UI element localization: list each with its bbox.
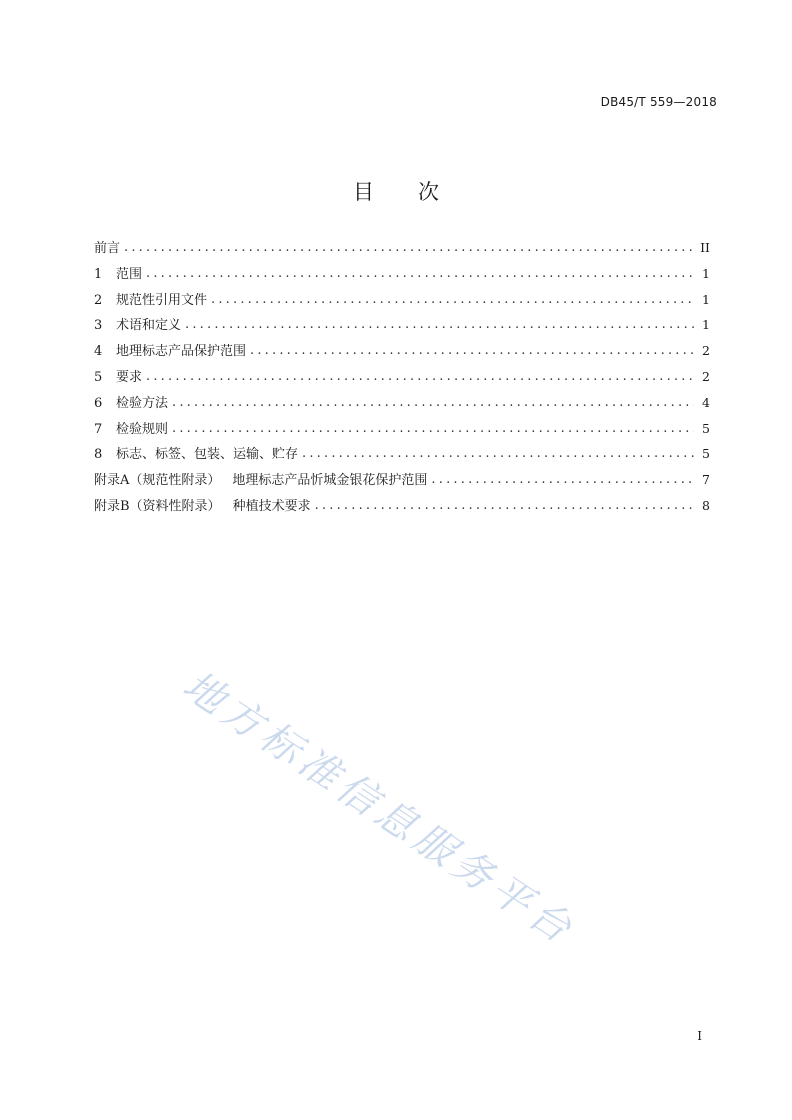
toc-entry-label: 规范性引用文件 (116, 292, 208, 308)
toc-entry-label: 种植技术要求 (232, 498, 311, 514)
page-number: I (697, 1029, 702, 1043)
toc-entry-label: 前言 (94, 241, 121, 256)
toc-entry-page: 7 (702, 472, 710, 488)
leader-dots (315, 498, 694, 513)
toc-entry-normative-references[interactable] (94, 289, 710, 315)
leader-dots (250, 343, 694, 358)
toc-entry-requirements[interactable] (94, 366, 710, 392)
toc-entry-page: 5 (702, 420, 710, 436)
toc-entry-number: 5 (94, 369, 103, 385)
toc-entry-number: 6 (94, 395, 103, 411)
toc-entry-page: 1 (702, 291, 710, 307)
toc-entry-label: 要求 (116, 369, 143, 385)
leader-dots (431, 472, 694, 487)
toc-entry-inspection-rules[interactable] (94, 418, 710, 444)
toc-entry-terms-definitions[interactable] (94, 314, 710, 340)
toc-entry-foreword[interactable] (94, 237, 710, 263)
appendix-tag: 附录B（资料性附录） (94, 498, 221, 514)
toc-entry-page: 1 (702, 317, 710, 333)
toc-entry-appendix-a[interactable] (94, 469, 710, 495)
toc-entry-label: 标志、标签、包装、运输、贮存 (116, 447, 299, 463)
leader-dots (211, 292, 694, 307)
toc-entry-label: 范围 (116, 266, 143, 282)
toc-entry-number: 7 (94, 421, 103, 437)
toc-entry-page: II (700, 240, 710, 255)
appendix-tag: 附录A（规范性附录） (94, 473, 221, 489)
toc-entry-number: 8 (94, 447, 103, 463)
toc-entry-number: 2 (94, 292, 103, 308)
toc-entry-label: 术语和定义 (116, 318, 182, 334)
toc-entry-page: 2 (702, 343, 710, 359)
toc-entry-label: 检验方法 (116, 395, 169, 411)
leader-dots (172, 395, 694, 410)
document-code: DB45/T 559—2018 (600, 95, 717, 109)
toc-entry-appendix-b[interactable] (94, 495, 710, 521)
table-of-contents (94, 237, 710, 521)
toc-entry-page: 1 (702, 265, 710, 281)
toc-entry-page: 2 (702, 368, 710, 384)
toc-entry-page: 4 (702, 394, 710, 410)
toc-entry-number: 3 (94, 318, 103, 334)
leader-dots (172, 421, 694, 436)
toc-entry-label: 检验规则 (116, 421, 169, 437)
toc-entry-page: 5 (702, 446, 710, 462)
toc-entry-protection-area[interactable] (94, 340, 710, 366)
toc-entry-scope[interactable] (94, 263, 710, 289)
leader-dots (302, 446, 694, 461)
leader-dots (146, 266, 694, 281)
leader-dots (124, 240, 694, 255)
toc-entry-marking-packaging[interactable] (94, 443, 710, 469)
watermark-text: 地方标准信息服务平台 (174, 662, 584, 955)
toc-title: 目次 (353, 180, 483, 204)
toc-entry-test-methods[interactable] (94, 392, 710, 418)
leader-dots (185, 317, 694, 332)
toc-entry-label: 地理标志产品忻城金银花保护范围 (232, 473, 428, 489)
toc-entry-label: 地理标志产品保护范围 (116, 344, 247, 360)
leader-dots (146, 369, 694, 384)
toc-entry-page: 8 (702, 497, 710, 513)
toc-entry-number: 4 (94, 344, 103, 360)
toc-entry-number: 1 (94, 266, 103, 282)
